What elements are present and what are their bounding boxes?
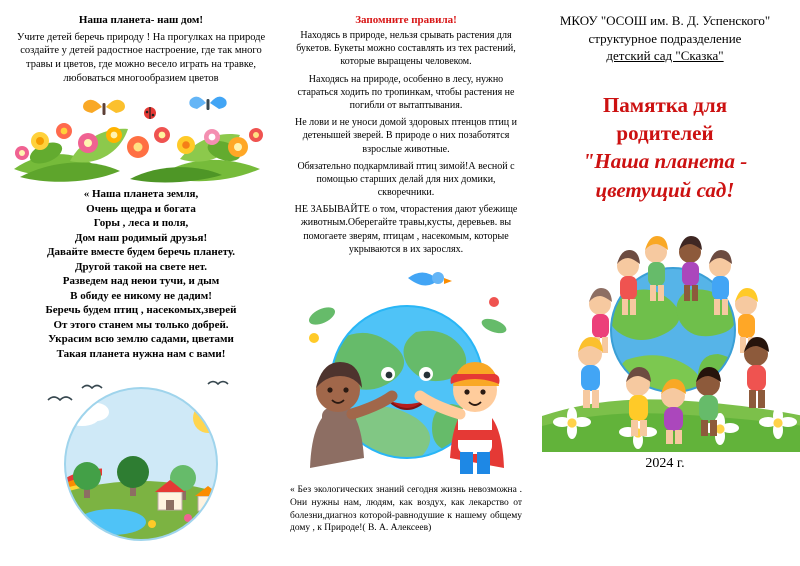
poem-line: От этого станем мы только добрей. xyxy=(53,318,229,331)
title-line: Памятка для xyxy=(602,92,728,117)
title-line: родителей xyxy=(616,120,714,145)
butterfly-icon xyxy=(83,100,125,115)
poem-line: Дом наш родимый друзья! xyxy=(74,231,208,244)
right-panel xyxy=(530,0,800,566)
title-line: "Наша планета - xyxy=(582,149,748,174)
earth-illustration xyxy=(12,372,270,544)
title-line: цветущий сад! xyxy=(595,177,735,202)
poem-line: В обиду ее никому не дадим! xyxy=(70,289,212,302)
rule-item: Находясь на природе, особенно в лесу, нужно стараться ходить по тропинкам, чтобы растения не погибли от вытаптывания. xyxy=(297,73,515,111)
poem-line: Беречь будем птиц , насекомых,зверей xyxy=(45,304,237,317)
flower-band-illustration xyxy=(10,91,272,183)
poem-line: Давайте вместе будем беречь планету. xyxy=(46,246,235,259)
school-name xyxy=(542,12,788,65)
rules-heading: Запомните правила! xyxy=(355,14,457,26)
ladybug-icon xyxy=(144,107,156,119)
rule-item: НЕ ЗАБЫВАЙТЕ о том, чторастения дают убежище животным.Оберегайте травы,кусты, деревьев. вы помогаете зверям, птицам , насекомым, которые укрываются в их зарослях. xyxy=(294,204,518,255)
poem-line: Такая планета нужна нам с вами! xyxy=(56,347,226,360)
poem-line: Другой такой на свете нет. xyxy=(74,260,208,273)
school-line: МКОУ "ОСОШ им. В. Д. Успенского" xyxy=(559,13,771,28)
school-line: структурное подразделение xyxy=(588,30,742,46)
poem-line: « Наша планета земля, xyxy=(83,188,199,201)
school-line: детский сад "Сказка" xyxy=(606,48,724,64)
butterfly-icon xyxy=(189,97,226,110)
poem-line: Горы , леса и поля, xyxy=(93,217,189,230)
ecology-quote: « Без экологических знаний сегодня жизнь невозможна . Они нужны нам, людям, как воздух, как лекарство от болезни,диагноз которой-равнодушие к нашему общему дому , к Природе!( В. А. Алексеев) xyxy=(290,485,522,534)
poem-line: Разведем над неюи тучи, и дым xyxy=(62,275,220,288)
page-title xyxy=(542,91,788,204)
left-panel xyxy=(0,0,282,566)
left-heading: Наша планета- наш дом! xyxy=(78,14,204,26)
poem-line: Украсим всю землю садами, цветами xyxy=(48,333,234,346)
bird-icon xyxy=(408,272,452,286)
left-poem xyxy=(10,187,272,361)
kids-earth-illustration xyxy=(288,262,526,482)
poem-line: Очень щедра и богата xyxy=(86,202,196,215)
middle-panel xyxy=(282,0,530,566)
globe-children-illustration xyxy=(542,220,800,452)
rule-item: Находясь в природе, нельзя срывать растения для букетов. Букеты можно составлять из тех растений, которые выращены человеком. xyxy=(296,30,516,68)
left-intro: Учите детей беречь природу ! На прогулках на природе создайте у детей радостное настроение, где так много травы и цветов, где можно весело играть на травке, любоваться многообразием цветов xyxy=(16,31,266,84)
rule-item: Обязательно подкармливай птиц зимой!А весной с помощью старших делай для них домики, скворечники. xyxy=(297,160,515,199)
year-label: 2024 г. xyxy=(645,456,685,472)
rule-item: Не лови и не уноси домой здоровых птенцов птиц и детенышей зверей. В природе о них позаботятся взрослые животные. xyxy=(295,117,517,155)
